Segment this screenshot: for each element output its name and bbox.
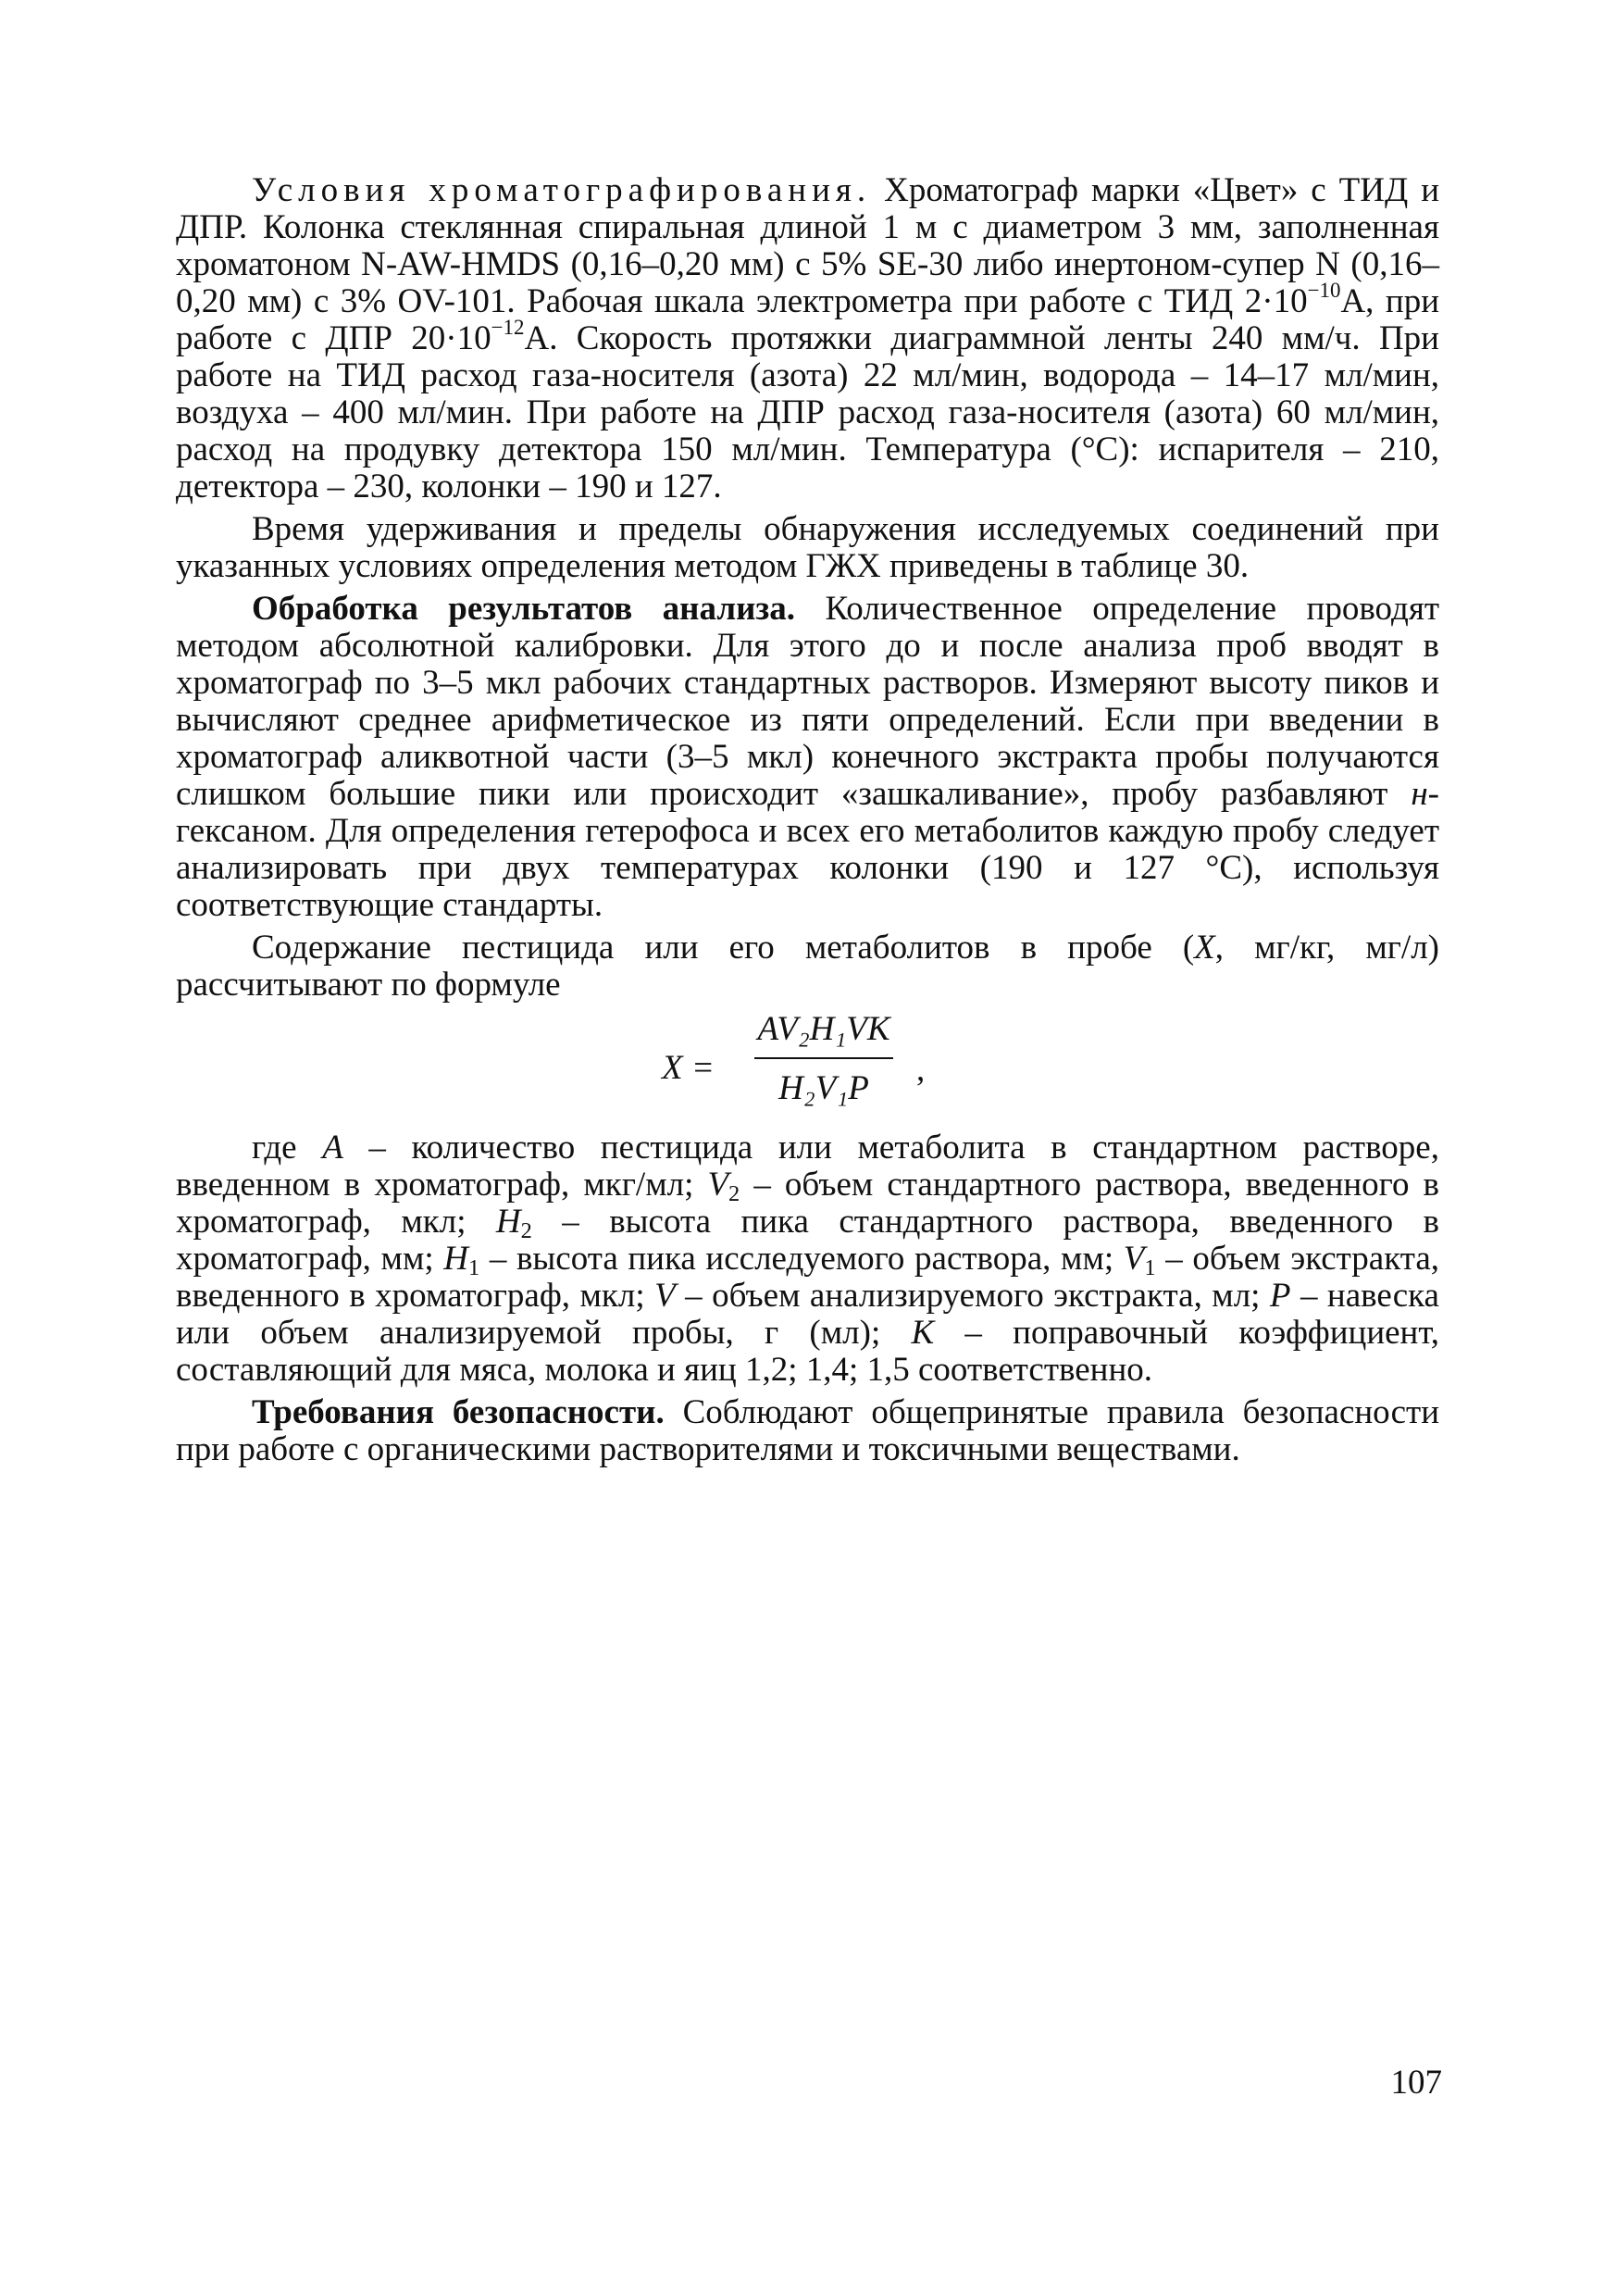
paragraph-text: – навеска или объем анализируемой пробы, г (мл); (176, 1277, 1439, 1352)
fraction-bar (754, 1057, 893, 1059)
variable: A (322, 1129, 343, 1167)
variable: V (707, 1166, 729, 1204)
paragraph-text: -гексаном. Для определения гетерофоса и всех его метаболитов каждую пробу следует анализировать при двух температурах колонки (190 и 127 °С), используя соответствующие стандарты. (176, 775, 1439, 924)
paragraph-text: – высота пика стандартного раствора, введенного в хроматограф, мм; (176, 1203, 1439, 1278)
paragraph-safety (176, 1394, 1439, 1468)
paragraph-text: А, при работе с ДПР 20·10 (176, 282, 1440, 357)
paragraph-text: Хроматограф марки «Цвет» с ТИД и ДПР. Колонка стеклянная спиральная длиной 1 м с диаметром 3 мм, заполненная хроматоном N-AW-HMDS (0,16–0,20 мм) с 5% SE-30 либо инертоном-супер N (0,16–0,20 мм) с 3% OV-101. Рабочая шкала электрометра при работе с ТИД 2·10 (176, 171, 1439, 320)
paragraph-text: Время удерживания и пределы обнаружения исследуемых соединений при указанных условиях определения методом ГЖХ приведены в таблице 30. (176, 510, 1439, 585)
paragraph-text: – высота пика исследуемого раствора, мм; (479, 1240, 1124, 1278)
subscript: 1 (1144, 1255, 1156, 1281)
subscript: 2 (520, 1218, 532, 1244)
variable: H (443, 1240, 469, 1278)
variable: K (911, 1314, 935, 1352)
italic-term: н (1411, 775, 1428, 813)
body-text (176, 172, 1439, 1468)
formula-fraction (754, 1009, 893, 1109)
formula-lhs: X = (662, 1049, 715, 1087)
paragraph-text: – объем стандартного раствора, введенного в хроматограф, мкл; (176, 1166, 1439, 1241)
heading-processing: Обработка результатов анализа. (252, 590, 796, 628)
exponent: −10 (1307, 278, 1341, 302)
paragraph-text: , мг/кг, мг/л) рассчитывают по формуле (176, 929, 1439, 1004)
paragraph-text: Количественное определение проводят методом абсолютной калибровки. Для этого до и после анализа проб вводят в хроматограф по 3–5 мкл рабочих стандартных растворов. Измеряют высоту пиков и вычисляют среднее арифметическое из пяти определений. Если при введении в хроматограф аликвотной части (3–5 мкл) конечного экстракта пробы получаются слишком большие пики или происходит «зашкаливание», пробу разбавляют (176, 590, 1440, 813)
heading-safety: Требования безопасности. (252, 1393, 665, 1431)
paragraph-text: – количество пестицида или метаболита в стандартном растворе, введенном в хроматограф, мкг/мл; (176, 1129, 1439, 1204)
variable: H (495, 1203, 521, 1241)
formula (176, 1009, 1439, 1120)
exponent: −12 (491, 315, 525, 339)
subscript: 2 (728, 1181, 740, 1207)
paragraph-text: – объем анализируемого экстракта, мл; (675, 1277, 1270, 1315)
page-number: 107 (1390, 2064, 1442, 2102)
variable: P (1269, 1277, 1291, 1315)
heading-conditions: Условия хроматографирования. (252, 171, 872, 209)
paragraph-text: Содержание пестицида или его метаболитов в пробе ( (252, 929, 1195, 967)
paragraph-text: А. Скорость протяжки диаграммной ленты 240 мм/ч. При работе на ТИД расход газа-носителя (азота) 22 мл/мин, водорода – 14–17 мл/мин, воздуха – 400 мл/мин. При работе на ДПР расход газа-носителя (азота) 60 мл/мин, расход на продувку детектора 150 мл/мин. Температура (°С): испарителя – 210, детектора – 230, колонки – 190 и 127. (176, 319, 1439, 505)
paragraph-content (176, 930, 1439, 1004)
paragraph-text: Соблюдают общепринятые правила безопасности при работе с органическими растворителями и токсичными веществами. (176, 1393, 1439, 1468)
variable: V (1123, 1240, 1145, 1278)
paragraph-definitions (176, 1129, 1439, 1389)
paragraph-conditions (176, 172, 1439, 505)
formula-comma: , (916, 1051, 926, 1089)
variable: X (1194, 929, 1215, 967)
paragraph-text: где (252, 1129, 323, 1167)
subscript: 1 (468, 1255, 480, 1281)
formula-denominator: H₂V₁P (778, 1069, 869, 1107)
paragraph-text: – поправочный коэффициент, составляющий для мяса, молока и яиц 1,2; 1,4; 1,5 соответственно. (176, 1314, 1439, 1389)
paragraph-text: – объем экстракта, введенного в хроматограф, мкл; (176, 1240, 1440, 1315)
paragraph-retention (176, 511, 1439, 585)
paragraph-processing (176, 591, 1439, 924)
variable: V (654, 1277, 676, 1315)
formula-numerator: AV₂H₁VK (757, 1010, 890, 1048)
